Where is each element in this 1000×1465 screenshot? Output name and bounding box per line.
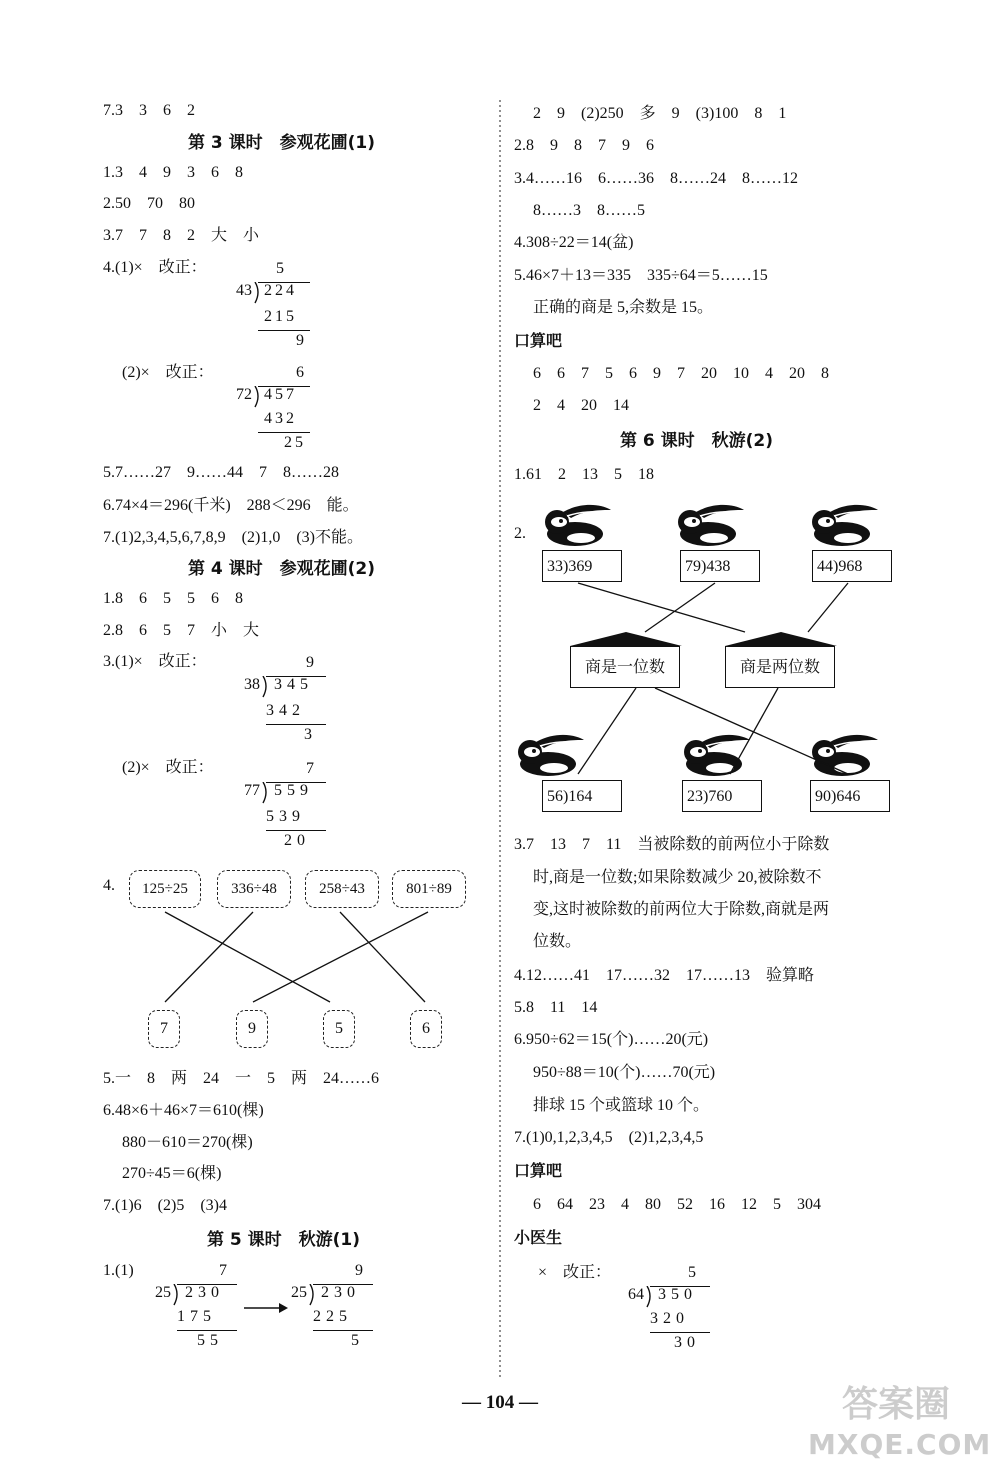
product: 175 xyxy=(177,1308,216,1325)
divisor: 77 xyxy=(244,782,260,799)
dividend: 350 xyxy=(658,1286,697,1303)
remainder: 55 xyxy=(197,1332,223,1349)
l6-answer-2-label: 2. xyxy=(514,525,526,542)
remainder: 20 xyxy=(284,832,310,849)
lesson-5-heading: 第 5 课时 秋游(1) xyxy=(207,1230,361,1250)
dividend: 646 xyxy=(836,788,861,805)
l3-answer-7: 7.(1)2,3,4,5,6,7,8,9 (2)1,0 (3)不能。 xyxy=(103,529,363,546)
right-answer-3a: 3.4……16 6……36 8……24 8……12 xyxy=(514,170,799,187)
l6-answer-6a: 6.950÷62＝15(个)……20(元) xyxy=(514,1031,709,1048)
l6-answer-6b: 950÷88＝10(个)……70(元) xyxy=(533,1064,716,1081)
product: 539 xyxy=(266,808,305,825)
division-card-bottom-1: 56)164 xyxy=(542,780,622,812)
quotient: 5 xyxy=(688,1264,696,1281)
divisor: 25 xyxy=(291,1284,307,1301)
l3-answer-6: 6.74×4＝296(千米) 288＜296 能。 xyxy=(103,497,359,514)
remainder: 5 xyxy=(351,1332,359,1349)
l6-answer-3c: 变,这时被除数的前两位大于除数,商就是两 xyxy=(533,901,830,918)
l4-answer-6-3: 270÷45＝6(棵) xyxy=(122,1165,222,1182)
product: 225 xyxy=(313,1308,352,1325)
kousuan-1-line-b: 2 4 20 14 xyxy=(533,397,630,414)
l5-answer-1: 1.(1) xyxy=(103,1262,134,1279)
divisor: 56 xyxy=(547,788,563,805)
l6-answer-3b: 时,商是一位数;如果除数减少 20,被除数不 xyxy=(533,869,822,886)
l4-answer-3-2: (2)× 改正： xyxy=(122,759,214,776)
right-answer-2: 2.8 9 8 7 9 6 xyxy=(514,137,655,154)
product: 320 xyxy=(650,1310,689,1327)
l4-answer-4-label: 4. xyxy=(103,877,115,894)
l4-answer-3-1: 3.(1)× 改正： xyxy=(103,653,207,670)
quotient: 9 xyxy=(355,1262,363,1279)
expr-box-1: 125÷25 xyxy=(129,870,201,908)
l3-answer-4-1: 4.(1)× 改正： xyxy=(103,259,207,276)
divisor: 33 xyxy=(547,558,563,575)
house-two-digit xyxy=(725,632,837,688)
dividend: 760 xyxy=(708,788,733,805)
kousuan-heading-2: 口算吧 xyxy=(514,1161,563,1180)
remainder: 30 xyxy=(674,1334,700,1351)
dividend: 164 xyxy=(568,788,593,805)
right-answer-5b: 正确的商是 5,余数是 15。 xyxy=(533,299,714,316)
l6-answer-1: 1.61 2 13 5 18 xyxy=(514,466,655,483)
l4-answer-6-2: 880－610＝270(棵) xyxy=(122,1134,253,1151)
product: 342 xyxy=(266,702,305,719)
l3-answer-4-2: (2)× 改正： xyxy=(122,364,214,381)
division-card-top-3: 44)968 xyxy=(812,550,892,582)
remainder: 25 xyxy=(284,434,306,451)
right-answer-5a: 5.46×7＋13＝335 335÷64＝5……15 xyxy=(514,267,768,284)
lesson-6-heading: 第 6 课时 秋游(2) xyxy=(620,431,774,451)
remainder: 3 xyxy=(304,726,312,743)
dividend: 968 xyxy=(838,558,863,575)
l4-answer-2: 2.8 6 5 7 小 大 xyxy=(103,622,260,639)
dividend: 230 xyxy=(321,1284,360,1301)
divisor: 43 xyxy=(236,282,252,299)
l4-answer-1: 1.8 6 5 5 6 8 xyxy=(103,590,244,607)
divisor: 44 xyxy=(817,558,833,575)
divisor: 25 xyxy=(155,1284,171,1301)
division-card-top-1: 33)369 xyxy=(542,550,622,582)
l6-answer-5: 5.8 11 14 xyxy=(514,999,598,1016)
l3-answer-1: 1.3 4 9 3 6 8 xyxy=(103,164,244,181)
l3-answer-2: 2.50 70 80 xyxy=(103,195,196,212)
page-number-text: 104 xyxy=(485,1392,515,1413)
expr-box-2: 336÷48 xyxy=(217,870,291,908)
divisor: 38 xyxy=(244,676,260,693)
house-label: 商是两位数 xyxy=(725,646,835,688)
lesson-4-heading: 第 4 课时 参观花圃(2) xyxy=(188,559,376,579)
dividend: 559 xyxy=(274,782,313,799)
doctor-correction-label: × 改正： xyxy=(538,1264,612,1281)
right-line-0: 2 9 (2)250 多 9 (3)100 8 1 xyxy=(533,105,787,122)
dividend: 224 xyxy=(264,282,297,299)
expr-box-3: 258÷43 xyxy=(305,870,379,908)
quotient: 7 xyxy=(219,1262,227,1279)
divisor: 90 xyxy=(815,788,831,805)
l4-answer-5: 5.一 8 两 24 一 5 两 24……6 xyxy=(103,1070,380,1087)
quotient: 6 xyxy=(296,364,304,381)
dividend: 369 xyxy=(568,558,593,575)
answer-box-3: 5 xyxy=(323,1010,355,1048)
right-answer-4: 4.308÷22＝14(盆) xyxy=(514,234,634,251)
kousuan-2-line: 6 64 23 4 80 52 16 12 5 304 xyxy=(533,1196,822,1213)
dividend: 345 xyxy=(274,676,313,693)
kousuan-heading-1: 口算吧 xyxy=(514,331,563,350)
expr-box-4: 801÷89 xyxy=(392,870,466,908)
division-card-bottom-3: 90)646 xyxy=(810,780,890,812)
quotient: 9 xyxy=(306,654,314,671)
l3-answer-3: 3.7 7 8 2 大 小 xyxy=(103,227,260,244)
division-card-bottom-2: 23)760 xyxy=(682,780,762,812)
quotient: 5 xyxy=(276,260,284,277)
dividend: 230 xyxy=(185,1284,224,1301)
l3-answer-5: 5.7……27 9……44 7 8……28 xyxy=(103,464,340,481)
product: 432 xyxy=(264,410,297,427)
answer-box-4: 6 xyxy=(410,1010,442,1048)
divisor: 64 xyxy=(628,1286,644,1303)
dividend: 438 xyxy=(706,558,731,575)
quotient: 7 xyxy=(306,760,314,777)
divisor: 23 xyxy=(687,788,703,805)
house-one-digit xyxy=(570,632,682,688)
dividend: 457 xyxy=(264,386,297,403)
l6-answer-3d: 位数。 xyxy=(533,933,582,950)
l4-answer-7: 7.(1)6 (2)5 (3)4 xyxy=(103,1197,227,1214)
right-answer-3b: 8……3 8……5 xyxy=(533,202,646,219)
answer-box-2: 9 xyxy=(236,1010,268,1048)
doctor-heading: 小医生 xyxy=(514,1228,563,1247)
l6-answer-7: 7.(1)0,1,2,3,4,5 (2)1,2,3,4,5 xyxy=(514,1129,704,1146)
division-card-top-2: 79)438 xyxy=(680,550,760,582)
divisor: 72 xyxy=(236,386,252,403)
l4-answer-6-1: 6.48×6＋46×7＝610(棵) xyxy=(103,1102,264,1119)
house-label: 商是一位数 xyxy=(570,646,680,688)
answer-box-1: 7 xyxy=(148,1010,180,1048)
remainder: 9 xyxy=(296,332,304,349)
product: 215 xyxy=(264,308,297,325)
divisor: 79 xyxy=(685,558,701,575)
watermark-url: MXQE.COM xyxy=(808,1428,992,1461)
l6-answer-3a: 3.7 13 7 11 当被除数的前两位小于除数 xyxy=(514,836,830,853)
l6-answer-4: 4.12……41 17……32 17……13 验算略 xyxy=(514,967,815,984)
page-number: — 104 — xyxy=(462,1392,538,1413)
left-line-7: 7.3 3 6 2 xyxy=(103,102,196,119)
kousuan-1-line-a: 6 6 7 5 6 9 7 20 10 4 20 8 xyxy=(533,365,830,382)
lesson-3-heading: 第 3 课时 参观花圃(1) xyxy=(188,133,376,153)
watermark-logo: 答案圈 xyxy=(842,1384,951,1425)
l6-answer-6c: 排球 15 个或篮球 10 个。 xyxy=(533,1097,710,1114)
